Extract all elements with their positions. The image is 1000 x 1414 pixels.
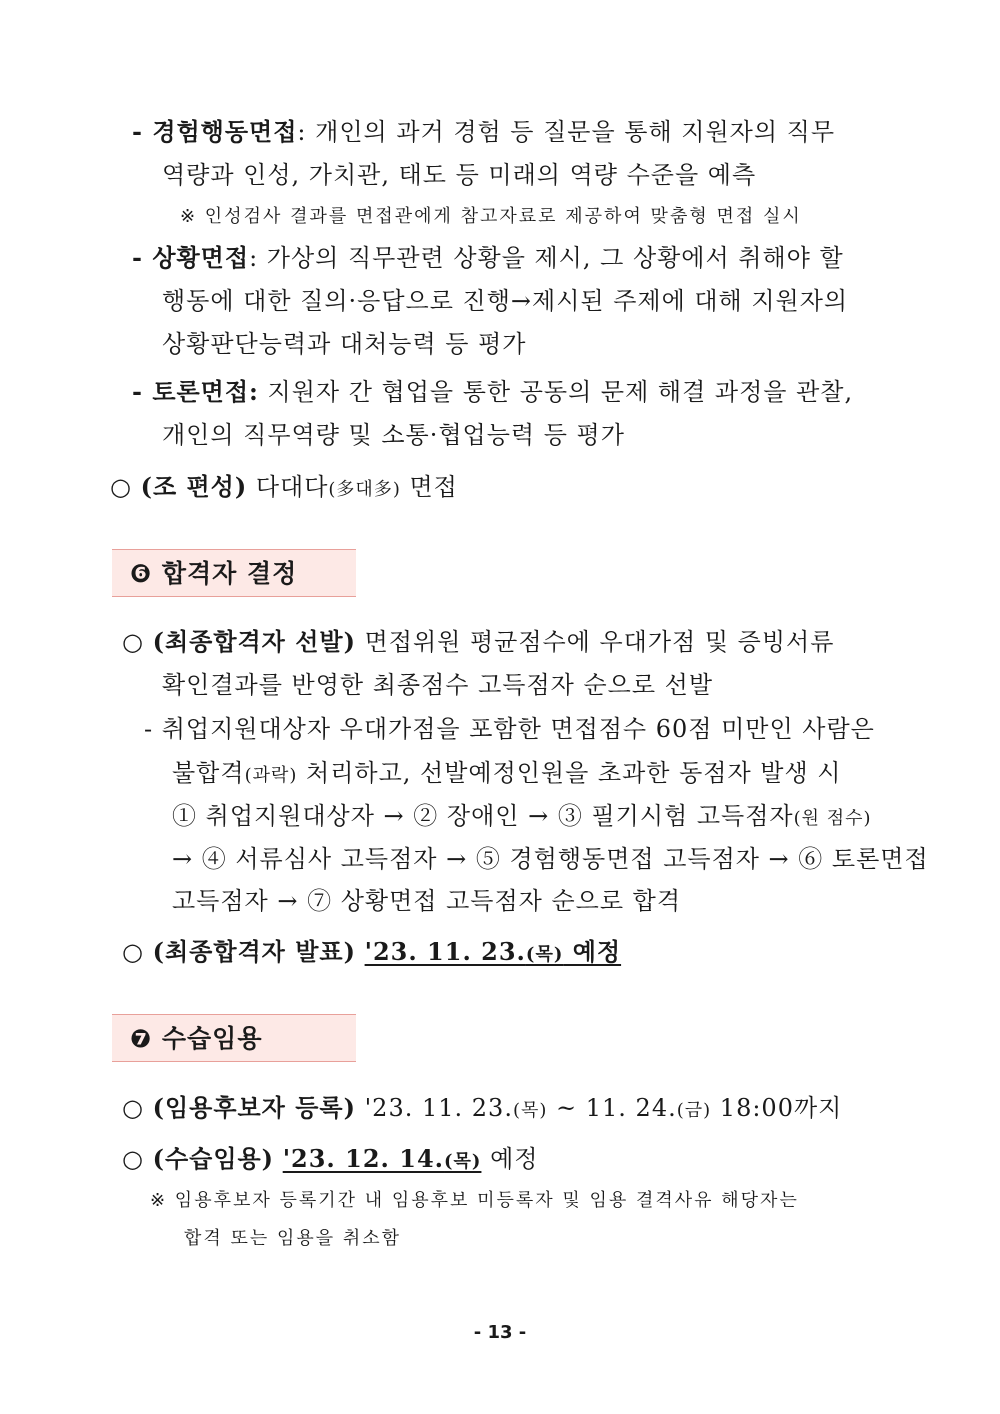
- sit-interview-line1: [132, 242, 844, 274]
- final-select-line2: 확인결과를 반영한 최종점수 고득점자 순으로 선발: [162, 671, 714, 699]
- register-tail: 18:00까지: [711, 1094, 843, 1122]
- announce-label: (최종합격자 발표): [152, 937, 356, 966]
- register-label: (임용후보자 등록): [152, 1093, 356, 1122]
- group-bullet: ○: [110, 473, 132, 501]
- announce-date: [365, 937, 621, 966]
- register-date1: '23. 11. 23.: [355, 1094, 513, 1122]
- rule3-small: (원 점수): [793, 808, 872, 829]
- probation-bullet: ○: [122, 1145, 144, 1173]
- announce-bullet: ○: [122, 938, 144, 966]
- final-select-line1: [122, 626, 834, 658]
- section7-heading-box: [112, 1014, 356, 1062]
- dis-interview-text1: 지원자 간 협업을 통한 공동의 문제 해결 과정을 관찰,: [258, 378, 854, 406]
- dis-interview-line1: [132, 376, 853, 408]
- rule-line5: 고득점자 → ⑦ 상황면접 고득점자 순으로 합격: [172, 887, 682, 915]
- rule-line4: → ④ 서류심사 고득점자 → ⑤ 경험행동면접 고득점자 → ⑥ 토론면접: [172, 845, 929, 873]
- dis-interview-label: - 토론면접:: [132, 377, 259, 406]
- section6-heading: ❻ 합격자 결정: [130, 559, 298, 588]
- exp-interview-line1: [132, 116, 835, 148]
- probation-date: [283, 1144, 482, 1173]
- exp-interview-label: - 경험행동면접: [132, 117, 298, 146]
- final-bullet: ○: [122, 628, 144, 656]
- exp-interview-note: ※ 인성검사 결과를 면접관에게 참고자료로 제공하여 맞춤형 면접 실시: [180, 206, 802, 227]
- cancel-note-line2: 합격 또는 임용을 취소함: [184, 1228, 402, 1249]
- group-text-b: 면접: [400, 473, 458, 501]
- rule2-small: (과락): [244, 765, 298, 786]
- cancel-note-line1: ※ 임용후보자 등록기간 내 임용후보 미등록자 및 임용 결격사유 해당자는: [150, 1190, 799, 1211]
- register-bullet: ○: [122, 1094, 144, 1122]
- group-line: [110, 471, 458, 506]
- rule2b: 처리하고, 선발예정인원을 초과한 동점자 발생 시: [297, 759, 842, 787]
- group-text-small: (多대多): [328, 479, 401, 500]
- group-label: (조 편성): [140, 472, 248, 501]
- announce-line: [122, 936, 621, 971]
- probation-day: (목): [444, 1151, 482, 1172]
- final-label: (최종합격자 선발): [152, 627, 356, 656]
- sit-interview-text1: : 가상의 직무관련 상황을 제시, 그 상황에서 취해야 할: [249, 244, 844, 272]
- page-number: - 13 -: [473, 1322, 527, 1343]
- exp-interview-text1: : 개인의 과거 경험 등 질문을 통해 지원자의 직무: [297, 118, 836, 146]
- sit-interview-label: - 상황면접: [132, 243, 250, 272]
- probation-line: [122, 1143, 538, 1178]
- dis-interview-line2: 개인의 직무역량 및 소통·협업능력 등 평가: [162, 421, 625, 449]
- register-mid: ~ 11. 24.: [547, 1094, 677, 1122]
- register-day2: (금): [676, 1100, 712, 1121]
- probation-date-value: '23. 12. 14.: [282, 1144, 445, 1173]
- announce-day: (목): [525, 944, 564, 965]
- rule-line1: - 취업지원대상자 우대가점을 포함한 면접점수 60점 미만인 사람은: [144, 715, 875, 743]
- sit-interview-line2: 행동에 대한 질의·응답으로 진행→제시된 주제에 대해 지원자의: [162, 287, 849, 315]
- register-line: [122, 1092, 842, 1127]
- sit-interview-line3: 상황판단능력과 대처능력 등 평가: [162, 330, 527, 358]
- section7-heading: ❼ 수습임용: [130, 1024, 263, 1053]
- section6-heading-box: [112, 549, 356, 597]
- rule-line2: [172, 757, 841, 792]
- final-text1: 면접위원 평균점수에 우대가점 및 증빙서류: [355, 628, 835, 656]
- register-day1: (목): [512, 1100, 548, 1121]
- exp-interview-line2: 역량과 인성, 가치관, 태도 등 미래의 역량 수준을 예측: [162, 161, 757, 189]
- probation-label: (수습임용): [152, 1144, 275, 1173]
- announce-tail: 예정: [563, 937, 622, 966]
- group-text-a: 다대다: [247, 473, 329, 501]
- rule-line3: [172, 800, 872, 835]
- rule3a: ① 취업지원대상자 → ② 장애인 → ③ 필기시험 고득점자: [172, 802, 794, 830]
- rule2a: 불합격: [172, 759, 245, 787]
- probation-tail: 예정: [481, 1145, 539, 1173]
- announce-date-value: '23. 11. 23.: [364, 937, 526, 966]
